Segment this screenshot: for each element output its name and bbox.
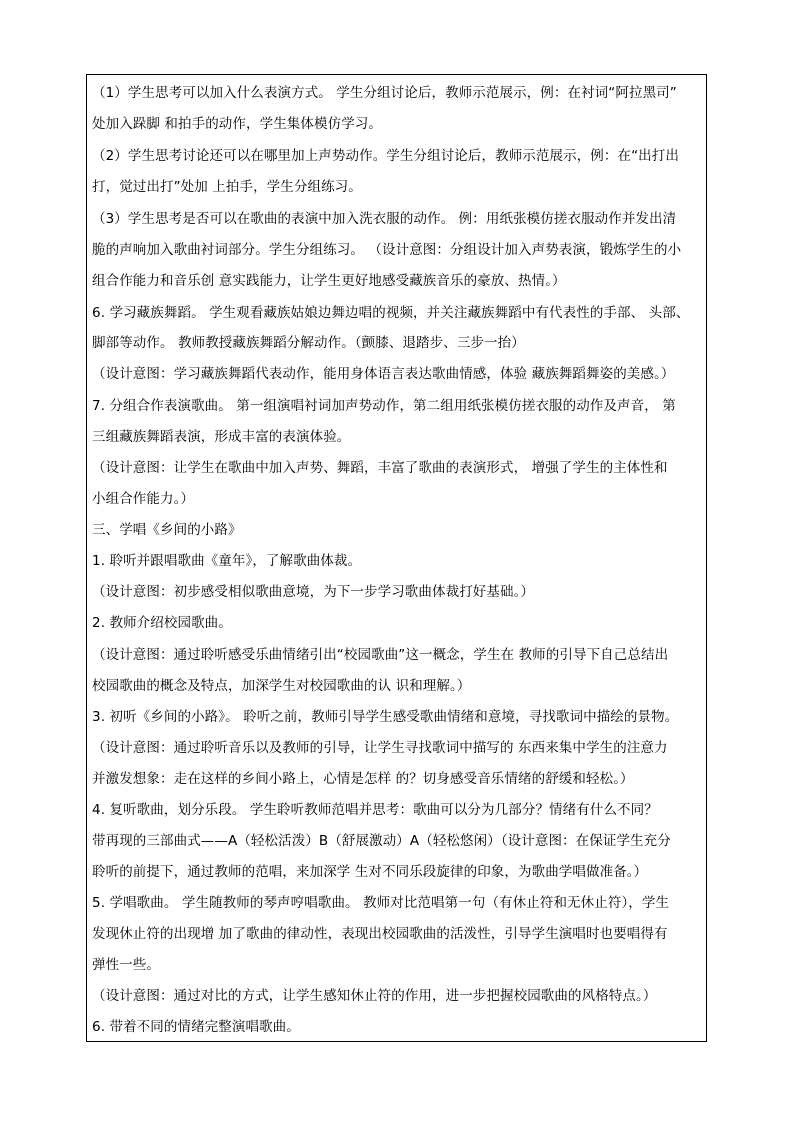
text-line: （设计意图：学习藏族舞蹈代表动作，能用身体语言表达歌曲情感，体验 藏族舞蹈舞姿的美感。） <box>92 366 675 382</box>
text-line: 校园歌曲的概念及特点，加深学生对校园歌曲的认 识和理解。） <box>92 678 471 694</box>
text-line: 小组合作能力。） <box>92 491 195 507</box>
text-line: （设计意图：通过聆听音乐以及教师的引导，让学生寻找歌词中描写的 东西来集中学生的注意力 <box>92 740 668 756</box>
text-line: 并激发想象：走在这样的乡间小路上，心情是怎样 的？切身感受音乐情绪的舒缓和轻松。） <box>92 771 634 787</box>
text-line: 3. 初听《乡间的小路》。 聆听之前，教师引导学生感受歌曲情绪和意境，寻找歌词中描绘的景物。 <box>92 709 679 725</box>
text-line: 4. 复听歌曲，划分乐段。 学生聆听教师范唱并思考：歌曲可以分为几部分？情绪有什么不同？ <box>92 802 658 818</box>
text-line: （3）学生思考是否可以在歌曲的表演中加入洗衣服的动作。 例：用纸张模仿搓衣服动作并发出清 <box>92 211 677 227</box>
text-line: （1）学生思考可以加入什么表演方式。 学生分组讨论后，教师示范展示，例：在衬词“阿拉黑司” <box>92 85 677 101</box>
text-line: 弹性一些。 <box>92 957 160 973</box>
text-line: （2）学生思考讨论还可以在哪里加上声势动作。学生分组讨论后，教师示范展示，例：在“出打出 <box>92 148 679 164</box>
text-line: 6. 学习藏族舞蹈。 学生观看藏族姑娘边舞边唱的视频，并关注藏族舞蹈中有代表性的手部、 头部、 <box>92 305 690 321</box>
text-line: 脆的声响加入歌曲衬词部分。学生分组练习。 （设计意图：分组设计加入声势表演，锻炼学生的小 <box>92 242 682 258</box>
text-line: （设计意图：让学生在歌曲中加入声势、舞蹈，丰富了歌曲的表演形式， 增强了学生的主体性和 <box>92 460 668 476</box>
text-line: 三组藏族舞蹈表演，形成丰富的表演体验。 <box>92 429 351 445</box>
text-line: 带再现的三部曲式——A（轻松活泼）B（舒展激动）A（轻松悠闲）（设计意图：在保证学生充分 <box>92 833 671 849</box>
text-line: 7. 分组合作表演歌曲。 第一组演唱衬词加声势动作，第二组用纸张模仿搓衣服的动作及声音， 第 <box>92 398 676 414</box>
text-line: 组合作能力和音乐创 意实践能力，让学生更好地感受藏族音乐的豪放、热情。） <box>92 273 566 289</box>
text-line: （设计意图：通过聆听感受乐曲情绪引出“校园歌曲”这一概念，学生在 教师的引导下自己总结出 <box>92 647 669 663</box>
text-line: 2. 教师介绍校园歌曲。 <box>92 615 232 631</box>
text-line: 打，觉过出打”处加 上拍手，学生分组练习。 <box>92 179 362 195</box>
text-line: 1. 聆听并跟唱歌曲《童年》，了解歌曲体裁。 <box>92 553 362 569</box>
text-line: 脚部等动作。 教师教授藏族舞蹈分解动作。（颤膝、退踏步、三步一抬） <box>92 335 525 351</box>
text-line: 处加入跺脚 和拍手的动作，学生集体模仿学习。 <box>92 116 382 132</box>
text-line: 聆听的前提下，通过教师的范唱，来加深学 生对不同乐段旋律的印象，为歌曲学唱做准备。） <box>92 864 648 880</box>
text-line: 5. 学唱歌曲。 学生随教师的琴声哼唱歌曲。 教师对比范唱第一句（有休止符和无休止符），学生 <box>92 895 670 911</box>
text-line: （设计意图：通过对比的方式，让学生感知休止符的作用，进一步把握校园歌曲的风格特点。） <box>92 988 657 1004</box>
text-line: 发现休止符的出现增 加了歌曲的律动性，表现出校园歌曲的活泼性，引导学生演唱时也要唱得有 <box>92 926 668 942</box>
section-heading: 三、学唱《乡间的小路》 <box>92 522 242 538</box>
text-line: （设计意图：初步感受相似歌曲意境，为下一步学习歌曲体裁打好基础。） <box>92 584 535 600</box>
text-line: 6. 带着不同的情绪完整演唱歌曲。 <box>92 1019 300 1035</box>
